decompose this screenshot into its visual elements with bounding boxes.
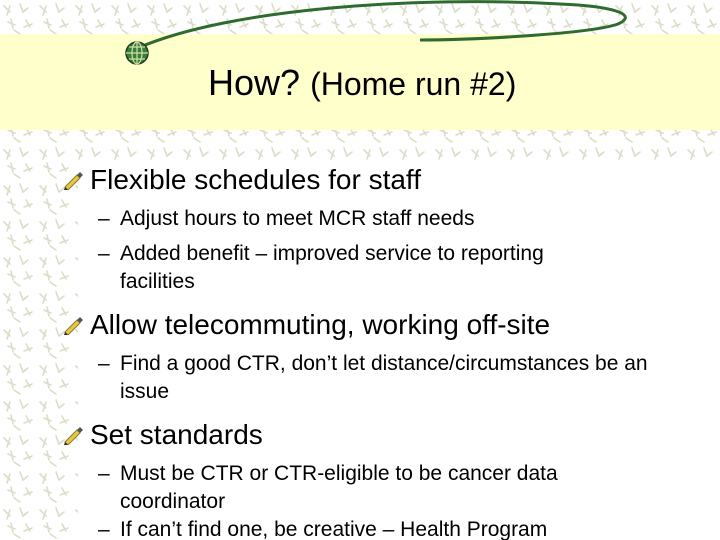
pencil-bullet-icon	[62, 423, 84, 445]
sub-bullet-added-benefit: – Added benefit – improved service to reporting facilities	[98, 242, 544, 293]
bullet-flexible-schedules: Flexible schedules for staff	[90, 164, 421, 195]
pencil-bullet-icon	[62, 168, 84, 190]
pencil-bullet-icon	[62, 313, 84, 335]
dash: –	[98, 242, 110, 265]
sub-bullet-adjust-hours: – Adjust hours to meet MCR staff needs	[98, 205, 698, 233]
dash: –	[98, 462, 110, 485]
title-subtitle: (Home run #2)	[310, 66, 517, 102]
sub-bullet-must-be-ctr: – Must be CTR or CTR-eligible to be cancer data coordinator	[98, 462, 558, 513]
bullet-set-standards: Set standards	[90, 419, 263, 450]
bullet-telecommuting: Allow telecommuting, working off-site	[90, 309, 551, 340]
dash: –	[98, 207, 110, 230]
sub-bullet-be-creative: – If can’t find one, be creative – Health Program	[98, 516, 698, 540]
dash: –	[98, 518, 110, 540]
dash: –	[98, 352, 110, 375]
title-main: How?	[208, 62, 301, 103]
sub-bullet-find-ctr: – Find a good CTR, don’t let distance/circumstances be an issue	[98, 352, 648, 403]
